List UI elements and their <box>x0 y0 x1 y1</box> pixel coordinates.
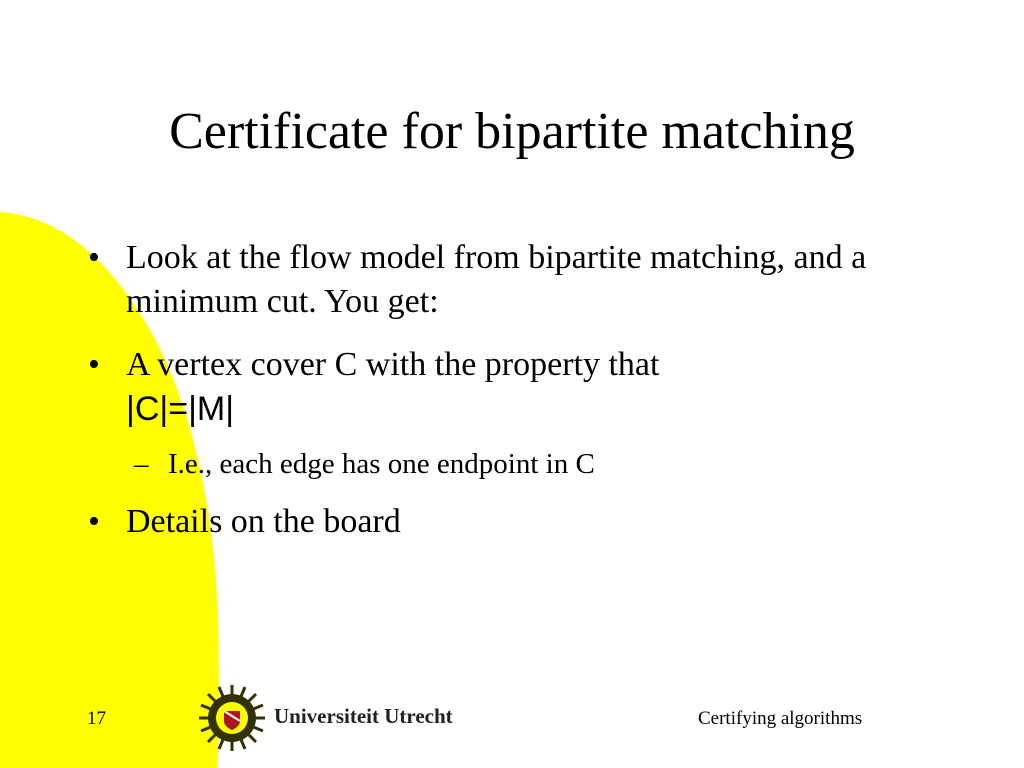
bullet-item <box>88 236 948 324</box>
bullet-text: A vertex cover C with the property that <box>126 346 660 383</box>
bullet-icon: • <box>88 346 100 383</box>
dash-icon: – <box>134 448 149 480</box>
slide-body <box>88 236 948 563</box>
bullet-text: Details on the board <box>126 503 401 540</box>
university-seal-icon <box>197 683 267 753</box>
bullet-icon: • <box>88 239 100 276</box>
university-name: Universiteit Utrecht <box>274 704 453 728</box>
bullet-text: Look at the flow model from bipartite matching, and a minimum cut. You get: <box>126 239 867 320</box>
bullet-item <box>88 500 948 544</box>
page-number: 17 <box>87 708 106 729</box>
sub-bullet-text: I.e., each edge has one endpoint in C <box>168 448 595 480</box>
bullet-item <box>88 343 948 432</box>
slide-title: Certificate for bipartite matching <box>169 103 855 160</box>
sub-bullet-item <box>88 445 948 483</box>
course-title: Certifying algorithms <box>698 708 863 729</box>
math-expression: |C|=|M| <box>126 390 235 428</box>
bullet-icon: • <box>88 503 100 540</box>
